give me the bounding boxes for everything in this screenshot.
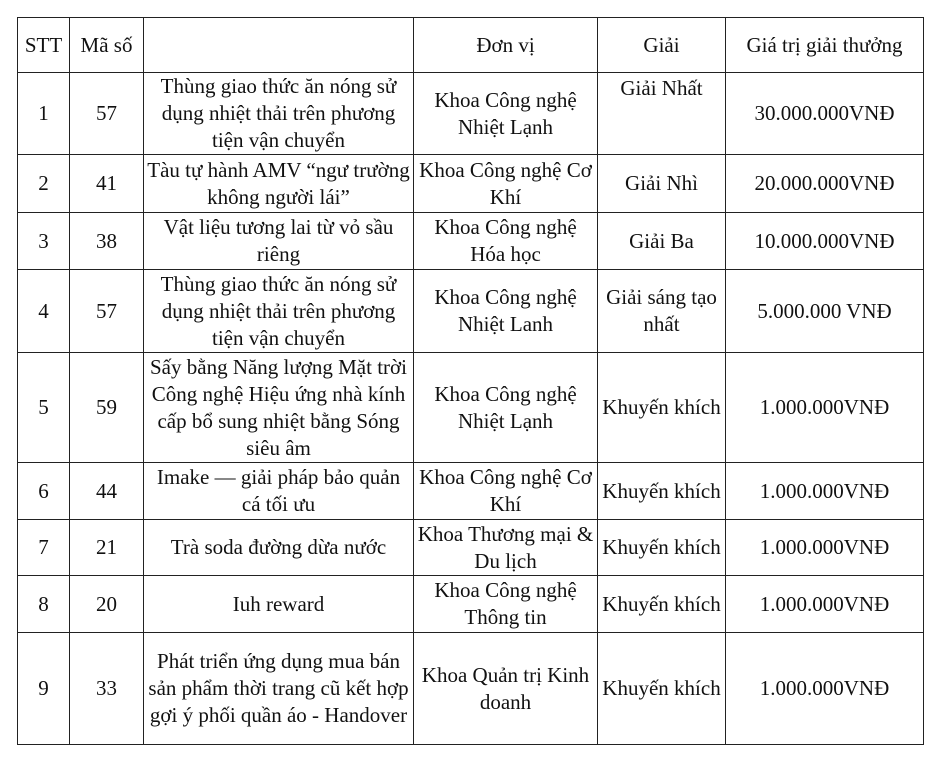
cell-gia-tri: 20.000.000VNĐ <box>726 155 924 213</box>
cell-stt: 8 <box>18 576 70 633</box>
cell-stt: 2 <box>18 155 70 213</box>
cell-ten-de-tai: Vật liệu tương lai từ vỏ sầu riêng <box>144 213 414 270</box>
cell-stt: 6 <box>18 463 70 520</box>
cell-ten-de-tai: Phát triển ứng dụng mua bán sản phẩm thời trang cũ kết hợp gợi ý phối quần áo - Handover <box>144 633 414 745</box>
table-row <box>18 576 924 633</box>
cell-giai: Khuyến khích <box>598 520 726 576</box>
cell-ma-so: 59 <box>70 353 144 463</box>
cell-giai: Giải Nhất <box>598 73 726 155</box>
cell-stt: 7 <box>18 520 70 576</box>
cell-ma-so: 21 <box>70 520 144 576</box>
header-don-vi: Đơn vị <box>414 18 598 73</box>
cell-giai: Khuyến khích <box>598 633 726 745</box>
cell-ten-de-tai: Thùng giao thức ăn nóng sử dụng nhiệt thải trên phương tiện vận chuyển <box>144 73 414 155</box>
cell-giai: Giải Nhì <box>598 155 726 213</box>
cell-stt: 4 <box>18 270 70 353</box>
cell-don-vi: Khoa Công nghệ Cơ Khí <box>414 463 598 520</box>
header-ma-so: Mã số <box>70 18 144 73</box>
cell-stt: 1 <box>18 73 70 155</box>
cell-stt: 9 <box>18 633 70 745</box>
cell-gia-tri: 30.000.000VNĐ <box>726 73 924 155</box>
cell-don-vi: Khoa Công nghệ Nhiệt Lạnh <box>414 353 598 463</box>
cell-ma-so: 33 <box>70 633 144 745</box>
cell-giai: Khuyến khích <box>598 353 726 463</box>
cell-giai: Khuyến khích <box>598 576 726 633</box>
table-row <box>18 463 924 520</box>
cell-gia-tri: 1.000.000VNĐ <box>726 633 924 745</box>
cell-ma-so: 44 <box>70 463 144 520</box>
cell-don-vi: Khoa Công nghệ Nhiệt Lạnh <box>414 73 598 155</box>
table-row <box>18 353 924 463</box>
cell-giai: Giải sáng tạo nhất <box>598 270 726 353</box>
cell-ten-de-tai: Tàu tự hành AMV “ngư trường không người lái” <box>144 155 414 213</box>
table-row <box>18 520 924 576</box>
cell-don-vi: Khoa Công nghệ Cơ Khí <box>414 155 598 213</box>
cell-gia-tri: 1.000.000VNĐ <box>726 463 924 520</box>
cell-don-vi: Khoa Công nghệ Nhiệt Lanh <box>414 270 598 353</box>
cell-ten-de-tai: Iuh reward <box>144 576 414 633</box>
table-row <box>18 155 924 213</box>
cell-ma-so: 57 <box>70 73 144 155</box>
header-stt: STT <box>18 18 70 73</box>
cell-ma-so: 38 <box>70 213 144 270</box>
awards-table <box>17 17 924 745</box>
cell-don-vi: Khoa Thương mại & Du lịch <box>414 520 598 576</box>
cell-gia-tri: 5.000.000 VNĐ <box>726 270 924 353</box>
cell-ten-de-tai: Thùng giao thức ăn nóng sử dụng nhiệt thải trên phương tiện vận chuyển <box>144 270 414 353</box>
header-giai: Giải <box>598 18 726 73</box>
cell-stt: 5 <box>18 353 70 463</box>
table-row <box>18 73 924 155</box>
cell-gia-tri: 1.000.000VNĐ <box>726 353 924 463</box>
header-gia-tri: Giá trị giải thưởng <box>726 18 924 73</box>
cell-ten-de-tai: Imake — giải pháp bảo quản cá tối ưu <box>144 463 414 520</box>
cell-stt: 3 <box>18 213 70 270</box>
table-row <box>18 213 924 270</box>
cell-ma-so: 20 <box>70 576 144 633</box>
cell-don-vi: Khoa Quản trị Kinh doanh <box>414 633 598 745</box>
cell-gia-tri: 1.000.000VNĐ <box>726 520 924 576</box>
header-row <box>18 18 924 73</box>
cell-giai: Khuyến khích <box>598 463 726 520</box>
cell-ma-so: 57 <box>70 270 144 353</box>
cell-ten-de-tai: Sấy bằng Năng lượng Mặt trời Công nghệ Hiệu ứng nhà kính cấp bổ sung nhiệt bằng Sóng siêu âm <box>144 353 414 463</box>
header-ten-de-tai <box>144 18 414 73</box>
cell-don-vi: Khoa Công nghệ Hóa học <box>414 213 598 270</box>
cell-ma-so: 41 <box>70 155 144 213</box>
cell-ten-de-tai: Trà soda đường dừa nước <box>144 520 414 576</box>
cell-don-vi: Khoa Công nghệ Thông tin <box>414 576 598 633</box>
table-row <box>18 633 924 745</box>
cell-gia-tri: 10.000.000VNĐ <box>726 213 924 270</box>
cell-giai: Giải Ba <box>598 213 726 270</box>
cell-gia-tri: 1.000.000VNĐ <box>726 576 924 633</box>
table-row <box>18 270 924 353</box>
